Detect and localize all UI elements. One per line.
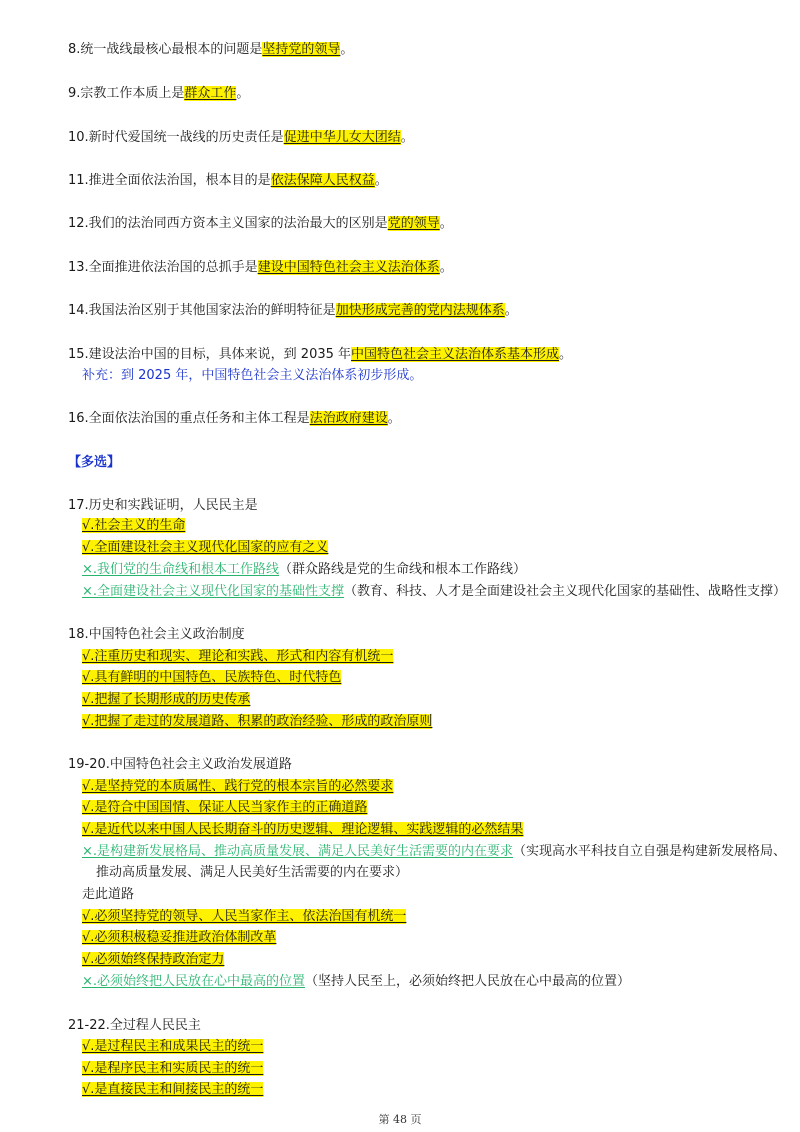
sub-heading: 走此道路 <box>82 887 135 902</box>
question-10: 10.新时代爱国统一战线的历史责任是促进中华儿女大团结。 <box>68 130 414 145</box>
question-15: 15.建设法治中国的目标，具体来说，到 2035 年中国特色社会主义法治体系基本形成。 <box>68 347 573 362</box>
option-correct: √.是过程民主和成果民主的统一 <box>82 1039 264 1054</box>
answer-highlight: 党的领导 <box>387 216 440 231</box>
question-17-title: 17.历史和实践证明，人民民主是 <box>68 498 258 513</box>
answer-highlight: 法治政府建设 <box>309 411 388 426</box>
answer-highlight: 群众工作 <box>184 86 237 101</box>
option-explanation: （教育、科技、人才是全面建设社会主义现代化国家的基础性、战略性支撑） <box>344 584 787 599</box>
answer-highlight: 促进中华儿女大团结 <box>283 130 401 145</box>
answer-highlight: 坚持党的领导 <box>262 42 341 57</box>
option-explanation-cont: 推动高质量发展、满足人民美好生活需要的内在要求） <box>96 865 409 880</box>
option-correct: √.是近代以来中国人民长期奋斗的历史逻辑、理论逻辑、实践逻辑的必然结果 <box>82 822 524 837</box>
option-correct: √.把握了长期形成的历史传承 <box>82 692 251 707</box>
page-number: 第 48 页 <box>378 1113 422 1126</box>
answer-highlight: 加快形成完善的党内法规体系 <box>335 303 505 318</box>
question-9: 9.宗教工作本质上是群众工作。 <box>68 86 250 101</box>
option-correct: √.把握了走过的发展道路、积累的政治经验、形成的政治原则 <box>82 714 433 729</box>
option-wrong: ×.全面建设社会主义现代化国家的基础性支撑（教育、科技、人才是全面建设社会主义现代化国家的基础性、战略性支撑） <box>82 584 787 599</box>
option-correct: √.全面建设社会主义现代化国家的应有之义 <box>82 540 329 555</box>
option-correct: √.是程序民主和实质民主的统一 <box>82 1061 264 1076</box>
option-correct: √.是坚持党的本质属性、践行党的根本宗旨的必然要求 <box>82 779 394 794</box>
question-14: 14.我国法治区别于其他国家法治的鲜明特征是加快形成完善的党内法规体系。 <box>68 303 518 318</box>
option-wrong: ×.是构建新发展格局、推动高质量发展、满足人民美好生活需要的内在要求（实现高水平科技自立自强是构建新发展格局、 <box>82 844 787 859</box>
option-correct: √.社会主义的生命 <box>82 518 186 533</box>
section-heading-multi: 【多选】 <box>68 455 121 470</box>
question-16: 16.全面依法治国的重点任务和主体工程是法治政府建设。 <box>68 411 401 426</box>
option-correct: √.必须积极稳妥推进政治体制改革 <box>82 930 277 945</box>
question-8: 8.统一战线最核心最根本的问题是坚持党的领导。 <box>68 42 354 57</box>
question-11: 11.推进全面依法治国，根本目的是依法保障人民权益。 <box>68 173 388 188</box>
option-correct: √.是直接民主和间接民主的统一 <box>82 1082 264 1097</box>
question-18-title: 18.中国特色社会主义政治制度 <box>68 627 245 642</box>
option-wrong: ×.我们党的生命线和根本工作路线（群众路线是党的生命线和根本工作路线） <box>82 562 527 577</box>
option-explanation: （坚持人民至上，必须始终把人民放在心中最高的位置） <box>305 974 631 989</box>
option-correct: √.必须坚持党的领导、人民当家作主、依法治国有机统一 <box>82 909 407 924</box>
option-wrong: ×.必须始终把人民放在心中最高的位置（坚持人民至上，必须始终把人民放在心中最高的位置） <box>82 974 631 989</box>
question-12: 12.我们的法治同西方资本主义国家的法治最大的区别是党的领导。 <box>68 216 453 231</box>
question-13: 13.全面推进依法治国的总抓手是建设中国特色社会主义法治体系。 <box>68 260 453 275</box>
option-explanation: （群众路线是党的生命线和根本工作路线） <box>279 562 527 577</box>
question-21-title: 21-22.全过程人民民主 <box>68 1018 201 1033</box>
supplement-note: 补充：到 2025 年，中国特色社会主义法治体系初步形成。 <box>82 368 423 383</box>
question-19-title: 19-20.中国特色社会主义政治发展道路 <box>68 757 292 772</box>
option-correct: √.必须始终保持政治定力 <box>82 952 225 967</box>
answer-highlight: 建设中国特色社会主义法治体系 <box>257 260 440 275</box>
option-explanation: （实现高水平科技自立自强是构建新发展格局、 <box>513 844 787 859</box>
option-correct: √.具有鲜明的中国特色、民族特色、时代特色 <box>82 670 342 685</box>
answer-highlight: 中国特色社会主义法治体系基本形成 <box>351 347 560 362</box>
option-correct: √.注重历史和现实、理论和实践、形式和内容有机统一 <box>82 649 394 664</box>
option-correct: √.是符合中国国情、保证人民当家作主的正确道路 <box>82 800 368 815</box>
answer-highlight: 依法保障人民权益 <box>270 173 375 188</box>
